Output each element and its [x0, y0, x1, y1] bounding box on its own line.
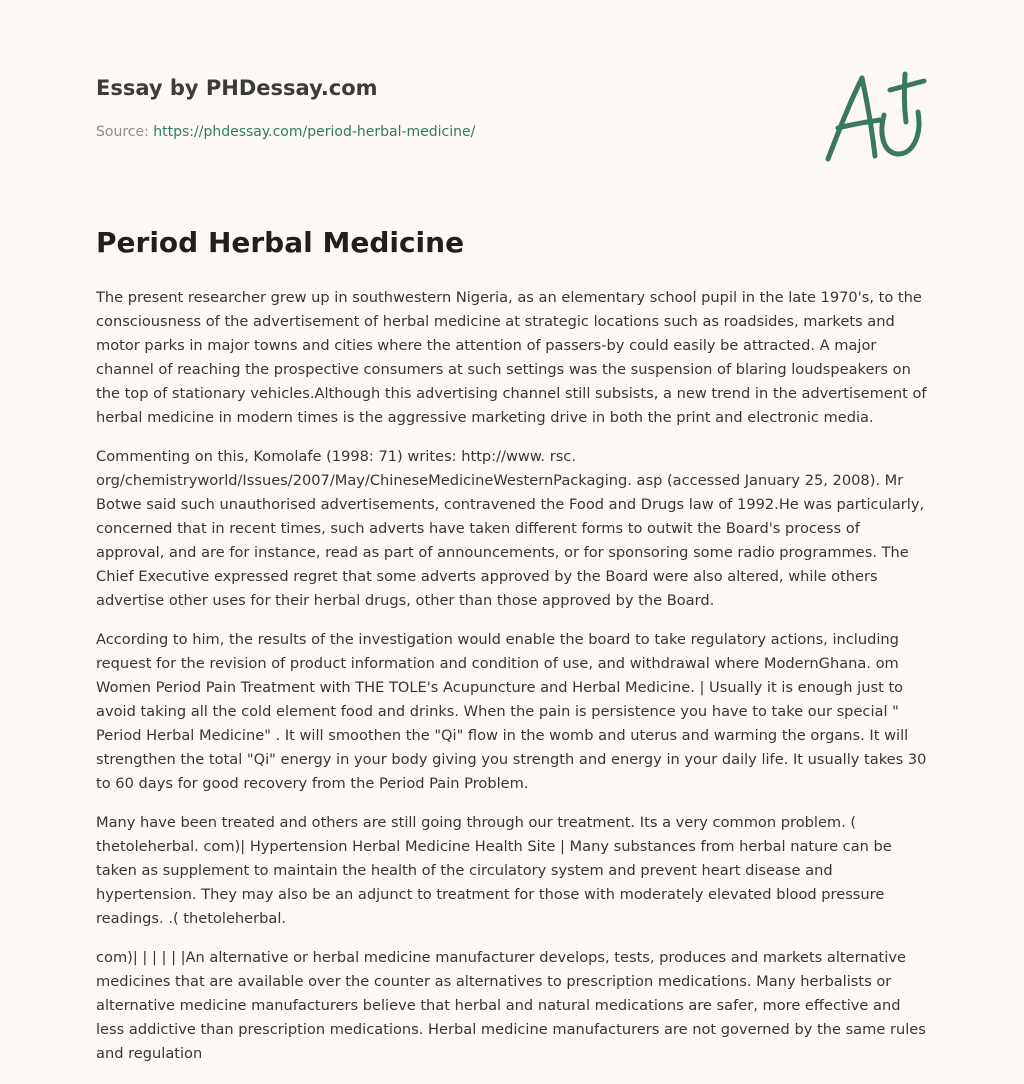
source-link[interactable]: https://phdessay.com/period-herbal-medicine/ [153, 124, 476, 140]
a-plus-logo-icon [822, 68, 928, 164]
essay-paragraph: Commenting on this, Komolafe (1998: 71) writes: http://www. rsc. org/chemistryworld/Issues/2007/May/ChineseMedicineWesternPackaging. asp (accessed January 25, 2008). Mr Botwe said such unauthorised advertisements, contravened the Food and Drugs law of 1992.He was particularly, concerned that in recent times, such adverts have taken different forms to outwit the Board's process of approval, and are for instance, read as part of announcements, or for sponsoring some radio programmes. The Chief Executive expressed regret that some adverts approved by the Board were also altered, while others advertise other uses for their herbal drugs, other than those approved by the Board. [96, 448, 925, 609]
essay-paragraph: According to him, the results of the investigation would enable the board to take regulatory actions, including request for the revision of product information and condition of use, and withdrawal where ModernGhana. om Women Period Pain Treatment with THE TOLE's Acupuncture and Herbal Medicine. | Usually it is enough just to avoid taking all the cold element food and drinks. When the pain is persistence you have to take our special " Period Herbal Medicine" . It will smoothen the "Qi" flow in the womb and uterus and warming the organs. It will strengthen the total "Qi" energy in your body giving you strength and energy in your daily life. It usually takes 30 to 60 days for good recovery from the Period Pain Problem. [96, 631, 927, 792]
essay-paragraph: com)| | | | | |An alternative or herbal medicine manufacturer develops, tests, produces and markets alternative medicines that are available over the counter as alternatives to prescription medications. Many herbalists or alternative medicine manufacturers believe that herbal and natural medications are safer, more effective and less addictive than prescription medications. Herbal medicine manufacturers are not governed by the same rules and regulation [96, 949, 926, 1062]
source-line [96, 124, 475, 140]
source-label: Source: [96, 124, 149, 140]
essay-body [96, 286, 928, 1081]
essay-paragraph: Many have been treated and others are still going through our treatment. Its a very common problem. ( thetoleherbal. com)| Hypertension Herbal Medicine Health Site | Many substances from herbal nature can be taken as supplement to maintain the health of the circulatory system and prevent heart disease and hypertension. They may also be an adjunct to treatment for those with moderately elevated blood pressure readings. .( thetoleherbal. [96, 814, 892, 927]
essay-paragraph: The present researcher grew up in southwestern Nigeria, as an elementary school pupil in the late 1970's, to the consciousness of the advertisement of herbal medicine at strategic locations such as roadsides, markets and motor parks in major towns and cities where the attention of passers-by could easily be attracted. A major channel of reaching the prospective consumers at such settings was the suspension of blaring loudspeakers on the top of stationary vehicles.Although this advertising channel still subsists, a new trend in the advertisement of herbal medicine in modern times is the aggressive marketing drive in both the print and electronic media. [96, 289, 927, 426]
site-title: Essay by PHDessay.com [96, 76, 378, 100]
essay-title: Period Herbal Medicine [96, 226, 465, 259]
